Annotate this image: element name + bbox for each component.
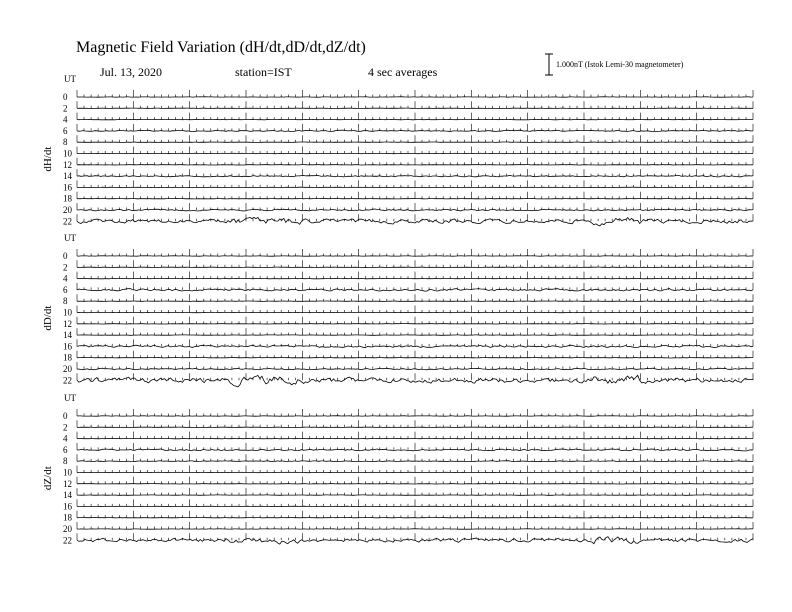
hour-ticks [77,466,753,473]
hour-ticks [77,101,753,108]
scale-label: 1.000nT (Istok Lemi-30 magnetometer) [556,60,684,69]
hour-label: 2 [63,103,68,114]
hour-ticks [77,511,753,518]
hour-label: 2 [63,422,68,433]
hour-label: 14 [63,171,72,182]
hour-ticks [77,306,753,313]
hour-label: 4 [63,114,68,125]
ut-label: UT [64,74,76,84]
hour-label: 18 [63,512,72,523]
hour-label: 10 [63,467,72,478]
hour-label: 4 [63,433,68,444]
hour-ticks [77,328,753,335]
date-label: Jul. 13, 2020 [100,65,163,79]
station-label: station=IST [235,65,292,79]
trace-line [77,416,753,417]
trace-line [77,368,753,370]
hour-label: 20 [63,205,72,215]
hour-ticks [77,260,753,267]
hour-ticks [77,135,753,142]
panel-dD-dt [42,233,753,387]
hour-ticks [77,124,753,131]
hour-ticks [77,409,753,416]
hour-label: 8 [63,137,68,148]
hour-label: 12 [63,159,72,170]
hour-ticks [77,499,753,506]
hour-label: 18 [63,193,72,204]
hour-ticks [77,339,753,346]
hour-ticks [77,477,753,484]
hour-ticks [77,90,753,97]
hour-label: 10 [63,307,72,318]
hour-ticks [77,533,753,540]
hour-label: 0 [63,411,68,421]
hour-ticks [77,249,753,256]
averaging-label: 4 sec averages [368,65,438,79]
panel-ylabel: dH/dt [42,146,54,172]
panel-ylabel: dD/dt [42,305,54,331]
hour-ticks [77,420,753,427]
hour-label: 2 [63,262,68,273]
hour-label: 8 [63,456,68,467]
hour-ticks [77,147,753,154]
panel-ylabel: dZ/dt [42,466,54,491]
scale-bar [545,54,553,75]
trace-line [77,358,753,359]
hour-label: 14 [63,330,72,341]
panels [42,74,753,545]
hour-ticks [77,294,753,301]
hour-ticks [77,488,753,495]
hour-ticks [77,283,753,290]
hour-label: 6 [63,125,68,136]
ut-label: UT [64,233,76,243]
hour-label: 18 [63,352,72,363]
hour-label: 0 [63,92,68,102]
hour-ticks [77,522,753,529]
hour-label: 14 [63,490,72,501]
hour-label: 6 [63,444,68,455]
hour-label: 0 [63,251,68,261]
hour-label: 10 [63,148,72,159]
ut-label: UT [64,393,76,403]
hour-ticks [77,373,753,380]
hour-ticks [77,432,753,439]
trace-line [77,461,753,462]
hour-label: 16 [63,501,72,512]
chart-title: Magnetic Field Variation (dH/dt,dD/dt,dZ/dt) [76,39,366,56]
hour-label: 6 [63,284,68,295]
hour-label: 16 [63,182,72,193]
hour-label: 20 [63,364,72,374]
hour-label: 22 [63,216,72,227]
hour-label: 22 [63,535,72,546]
hour-ticks [77,192,753,199]
hour-ticks [77,317,753,324]
hour-label: 20 [63,524,72,534]
hour-ticks [77,203,753,210]
hour-label: 12 [63,478,72,489]
hour-ticks [77,180,753,187]
hour-ticks [77,169,753,176]
hour-label: 22 [63,375,72,386]
hour-label: 16 [63,341,72,352]
hour-label: 8 [63,296,68,307]
hour-ticks [77,158,753,165]
hour-ticks [77,214,753,221]
hour-ticks [77,351,753,358]
hour-ticks [77,113,753,120]
hour-label: 4 [63,273,68,284]
hour-ticks [77,272,753,279]
hour-label: 12 [63,318,72,329]
panel-dH-dt [42,74,753,226]
panel-dZ-dt [42,393,753,545]
hour-ticks [77,454,753,461]
